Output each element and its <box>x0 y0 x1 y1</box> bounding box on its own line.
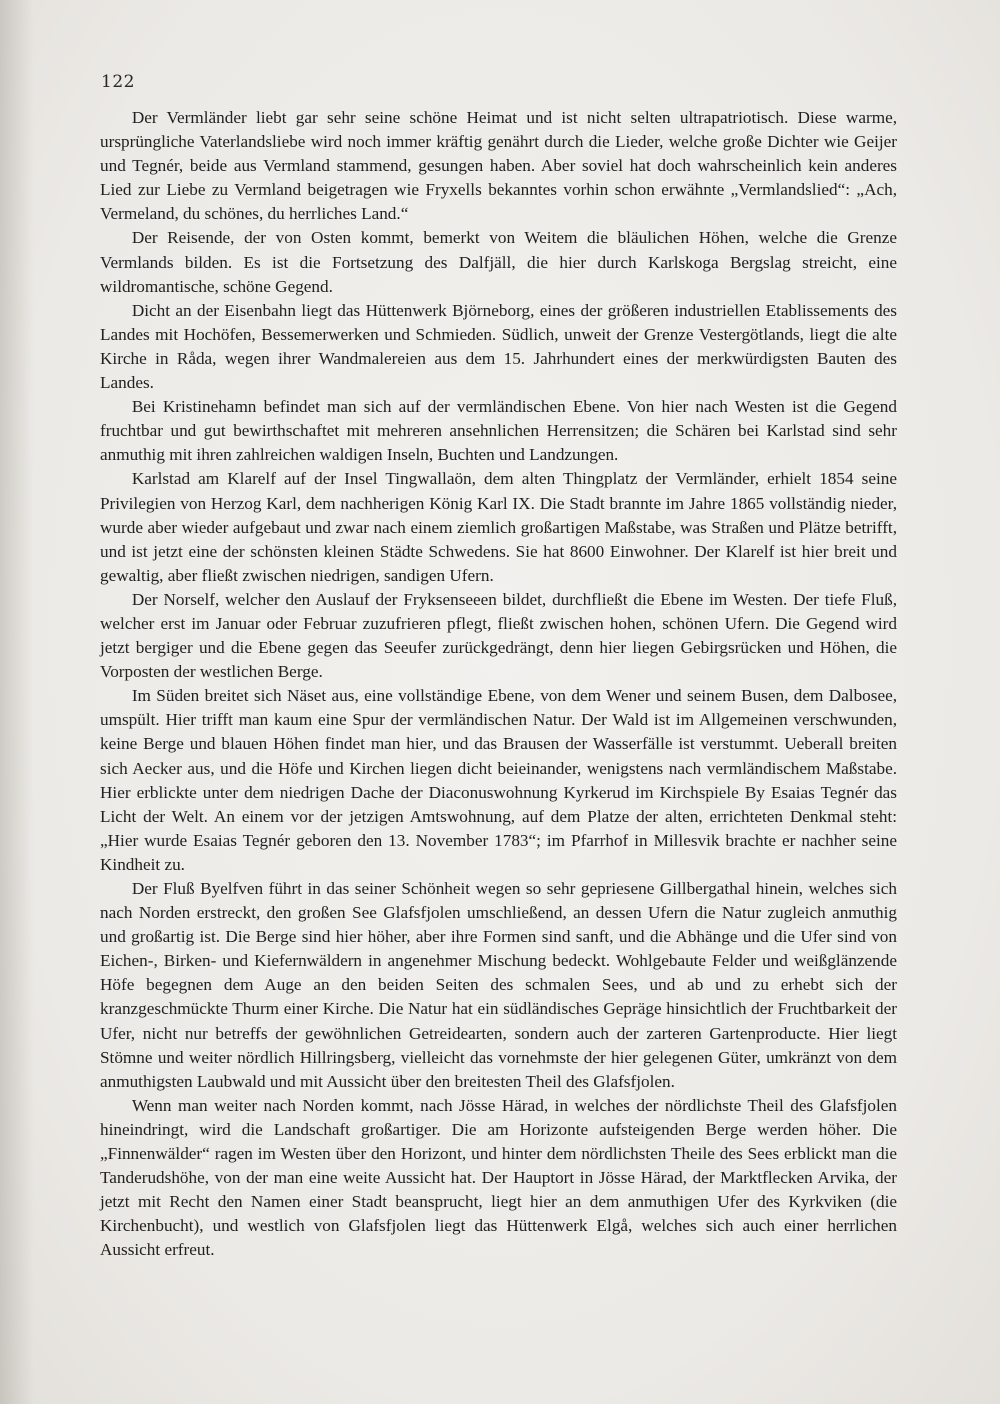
paragraph: Der Fluß Byelfven führt in das seiner Schönheit wegen so sehr gepriesene Gillbergathal hinein, welches sich nach Norden erstreckt, den großen See Glafsfjolen umschließend, an dessen Ufern die Natur zugleich anmuthig und großartig ist. Die Berge sind hier höher, aber ihre Formen sind sanft, und die Abhänge und die Ufer sind von Eichen-, Birken- und Kiefernwäldern in angenehmer Mischung bedeckt. Wohlgebaute Felder und weißglänzende Höfe begegnen dem Auge an den beiden Seiten des schmalen Sees, und ab und zu erhebt sich der kranzgeschmückte Thurm einer Kirche. Die Natur hat ein südländisches Gepräge hinsichtlich der Fruchtbarkeit der Ufer, nicht nur betreffs der gewöhnlichen Getreidearten, sondern auch der zarteren Gartenproducte. Hier liegt Stömne und weiter nördlich Hillringsberg, vielleicht das vornehmste der hier gelegenen Güter, umkränzt von dem anmuthigsten Laubwald und mit Aussicht über den breitesten Theil des Glafsfjolen. <box>100 879 897 1091</box>
paragraph: Karlstad am Klarelf auf der Insel Tingwallaön, dem alten Thingplatz der Vermländer, erhielt 1854 seine Privilegien von Herzog Karl, dem nachherigen König Karl IX. Die Stadt brannte im Jahre 1865 vollständig nieder, wurde aber wieder aufgebaut und zwar nach einem ziemlich großartigen Maßstabe, was Straßen und Plätze betrifft, und ist jetzt eine der schönsten kleinen Städte Schwedens. Sie hat 8600 Einwohner. Der Klarelf ist hier breit und gewaltig, aber fließt zwischen niedrigen, sandigen Ufern. <box>100 469 897 585</box>
paragraph: Dicht an der Eisenbahn liegt das Hüttenwerk Björneborg, eines der größeren industriellen Etablissements des Landes mit Hochöfen, Bessemerwerken und Schmieden. Südlich, unweit der Grenze Vestergötlands, liegt die alte Kirche in Råda, wegen ihrer Wandmalereien aus dem 15. Jahrhundert eines der merkwürdigsten Bauten des Landes. <box>100 300 897 393</box>
paragraph: Der Vermländer liebt gar sehr seine schöne Heimat und ist nicht selten ultrapatriotisch. Diese warme, ursprüngliche Vaterlandsliebe wird noch immer kräftig genährt durch die Lieder, welche große Dichter wie Geijer und Tegnér, beide aus Vermland stammend, gesungen haben. Aber soviel hat doch wahrscheinlich kein anderes Lied zur Liebe zu Vermland beigetragen wie Fryxells bekanntes vorhin schon erwähnte „Vermlandslied“: „Ach, Vermeland, du schönes, du herrliches Land.“ <box>100 108 897 224</box>
paragraph: Der Norself, welcher den Auslauf der Fryksenseeen bildet, durchfließt die Ebene im Westen. Der tiefe Fluß, welcher erst im Januar oder Februar zuzufrieren pflegt, fließt zwischen hohen, schönen Ufern. Die Gegend wird jetzt bergiger und die Ebene gegen das Seeufer zurückgedrängt, denn hier liegen Gebirgsrücken und Höhen, die Vorposten der westlichen Berge. <box>100 589 897 682</box>
paragraph: Im Süden breitet sich Näset aus, eine vollständige Ebene, von dem Wener und seinem Busen, dem Dalbosee, umspült. Hier trifft man kaum eine Spur der vermländischen Natur. Der Wald ist im Allgemeinen verschwunden, keine Berge und blauen Höhen findet man hier, und das Brausen der Wasserfälle ist verstummt. Ueberall breiten sich Aecker aus, und die Höfe und Kirchen liegen dicht beieinander, wenigstens nach vermländischem Maßstabe. Hier erblickte unter dem niedrigen Dache der Diaconuswohnung Kyrkerud im Kirchspiele By Esaias Tegnér das Licht der Welt. An einem vor der jetzigen Amtswohnung, auf dem Platze der alten, errichteten Denkmal steht: „Hier wurde Esaias Tegnér geboren den 13. November 1783“; im Pfarrhof in Millesvik brachte er nachher seine Kindheit zu. <box>100 686 897 874</box>
paragraph: Bei Kristinehamn befindet man sich auf der vermländischen Ebene. Von hier nach Westen ist die Gegend fruchtbar und gut bewirthschaftet mit mehreren ansehnlichen Herrensitzen; die Schären bei Karlstad sind sehr anmuthig mit ihren zahlreichen waldigen Inseln, Buchten und Landzungen. <box>100 397 897 465</box>
paragraph: Der Reisende, der von Osten kommt, bemerkt von Weitem die bläulichen Höhen, welche die Grenze Vermlands bilden. Es ist die Fortsetzung des Dalfjäll, die hier durch Karlskoga Bergslag streicht, eine wildromantische, schöne Gegend. <box>100 228 897 296</box>
binding-shadow <box>0 0 34 1404</box>
body-text <box>100 106 897 1263</box>
paragraph: Wenn man weiter nach Norden kommt, nach Jösse Härad, in welches der nördlichste Theil des Glafsfjolen hineindringt, wird die Landschaft großartiger. Die am Horizonte aufsteigenden Berge werden höher. Die „Finnenwälder“ ragen im Westen über den Horizont, und hinter dem nördlichsten Theile des Sees erblickt man die Tanderudshöhe, von der man eine weite Aussicht hat. Der Hauptort in Jösse Härad, der Marktflecken Arvika, der jetzt mit Recht den Namen einer Stadt beansprucht, liegt hier an dem anmuthigen Ufer des Kyrkviken (die Kirchenbucht), und westlich von Glafsfjolen liegt das Hüttenwerk Elgå, welches sich auch einer herrlichen Aussicht erfreut. <box>100 1095 897 1260</box>
page-number: 122 <box>101 72 135 92</box>
